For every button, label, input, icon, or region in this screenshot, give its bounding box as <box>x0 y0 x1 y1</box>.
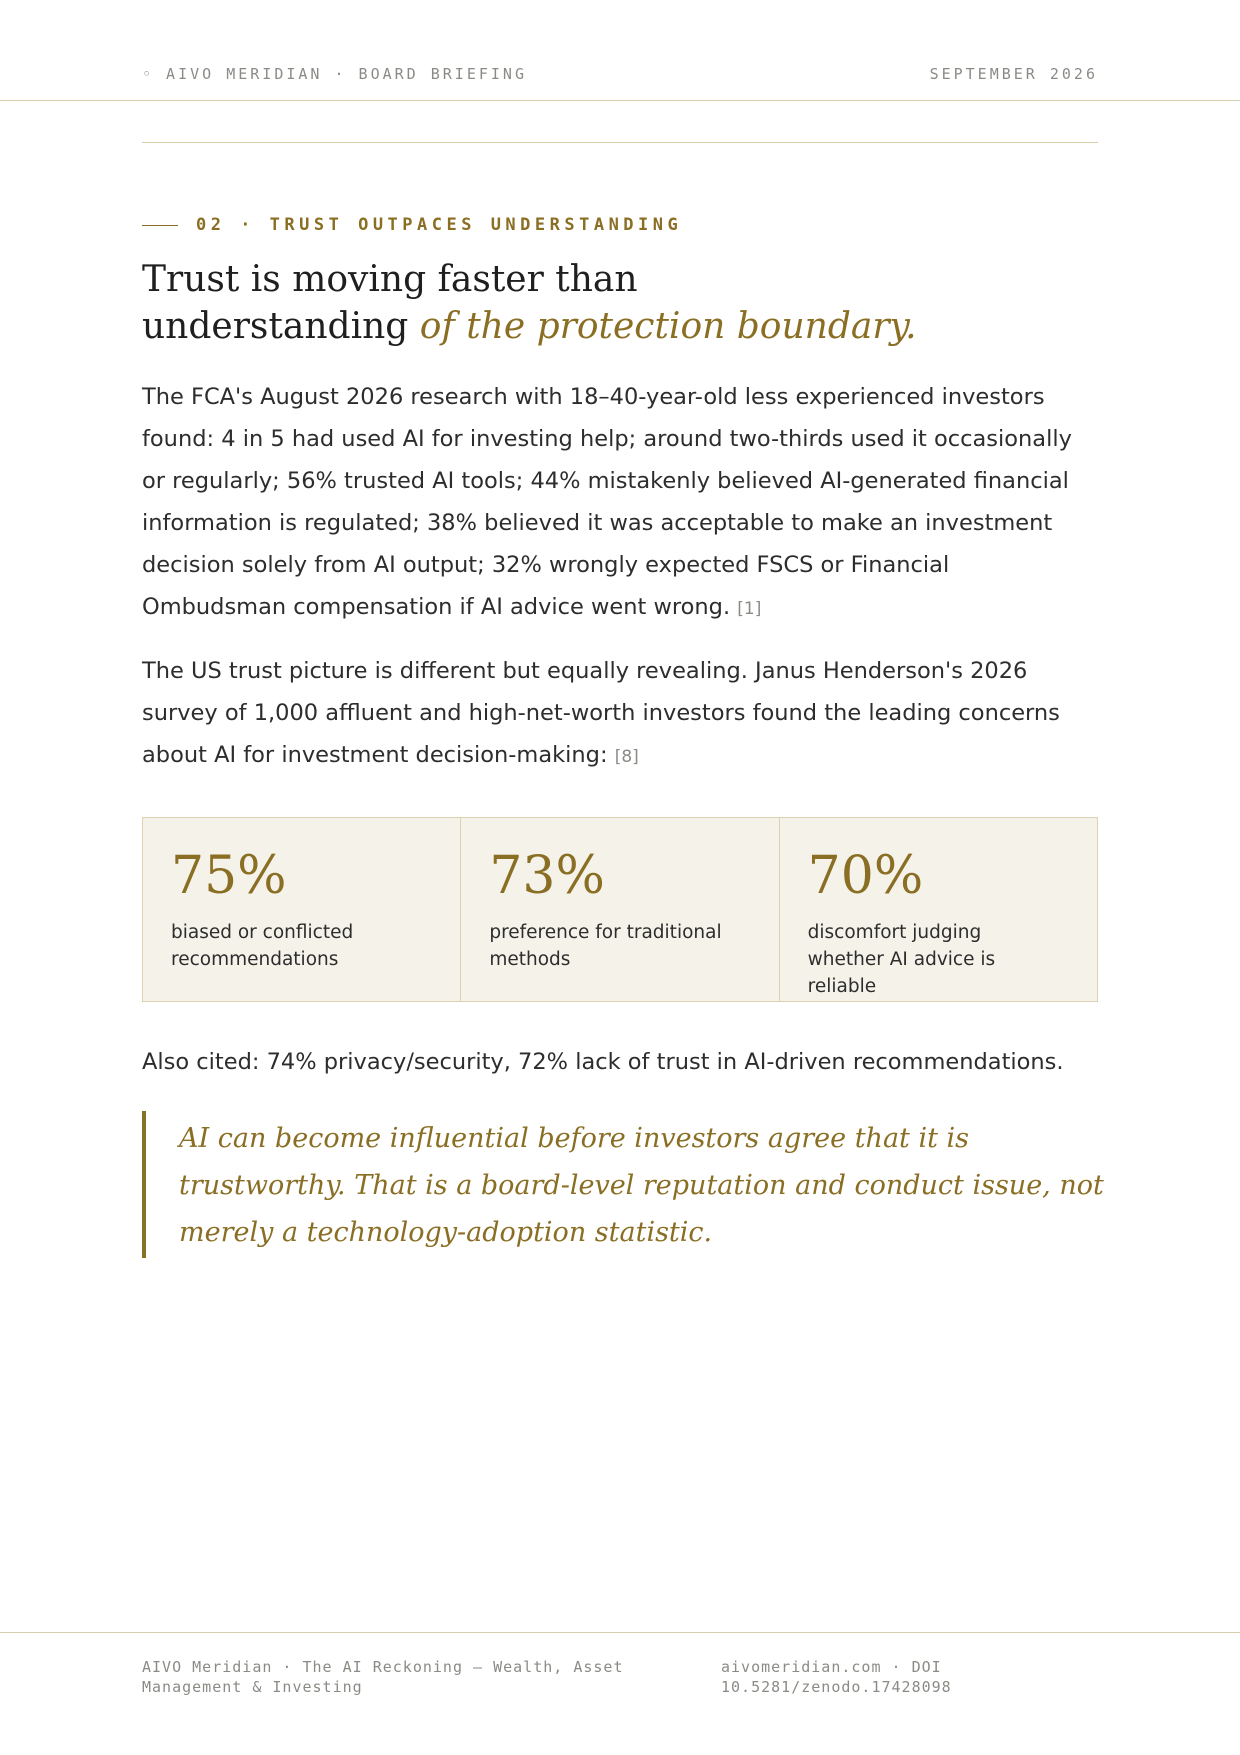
eyebrow-dash <box>142 225 178 226</box>
stat-value: 73% <box>489 846 605 906</box>
pull-quote-text: AI can become influential before investors agree that it is trustworthy. That is a board-level reputation and conduct issue, not merely a technology-adoption statistic. <box>179 1123 1104 1248</box>
body-paragraph-1 <box>142 376 1098 630</box>
page-header <box>0 0 1240 101</box>
section-eyebrow <box>142 214 682 236</box>
header-brand: ◦ AIVO MERIDIAN · BOARD BRIEFING <box>142 65 527 83</box>
para1-text: The FCA's August 2026 research with 18–40-year-old less experienced investors found: 4 in 5 had used AI for investing help; around two-thirds used it occasionally or regularly; 56% trusted AI tools; 44% mistakenly believed AI-generated financial information is regulated; 38% believed it was acceptable to make an investment decision solely from AI output; 32% wrongly expected FSCS or Financial Ombudsman compensation if AI advice went wrong. <box>142 384 1072 620</box>
citation-1[interactable]: [1] <box>737 599 762 619</box>
pull-quote <box>142 1111 1104 1258</box>
footer-right: aivomeridian.com · DOI 10.5281/zenodo.17428098 <box>721 1658 952 1696</box>
section-headline <box>142 256 1098 350</box>
stat-card <box>143 818 461 1001</box>
para2-text: The US trust picture is different but equally revealing. Janus Henderson's 2026 survey of 1,000 affluent and high-net-worth investors found the leading concerns about AI for investment decision-making: <box>142 658 1060 768</box>
body-paragraph-2 <box>142 650 1098 778</box>
stats-panel <box>142 817 1098 1002</box>
also-cited-text: Also cited: 74% privacy/security, 72% lack of trust in AI-driven recommendations. <box>142 1049 1064 1075</box>
headline-line1: Trust is moving faster than <box>142 259 638 300</box>
eyebrow-label: 02 · TRUST OUTPACES UNDERSTANDING <box>196 215 683 235</box>
stat-description: preference for traditional methods <box>489 922 722 970</box>
footer-left: AIVO Meridian · The AI Reckoning — Wealth, Asset Management & Investing <box>142 1658 624 1696</box>
stat-card <box>780 818 1097 1001</box>
stat-description: discomfort judging whether AI advice is reliable <box>807 922 996 997</box>
top-divider <box>142 142 1098 143</box>
header-date: SEPTEMBER 2026 <box>929 65 1098 83</box>
stat-value: 70% <box>807 846 924 906</box>
headline-accent: of the protection boundary. <box>419 306 917 347</box>
page-footer <box>0 1632 1240 1755</box>
citation-8[interactable]: [8] <box>614 747 639 767</box>
headline-line2: understanding <box>142 306 420 347</box>
stat-value: 75% <box>171 846 287 906</box>
stat-description: biased or conflicted recommendations <box>171 922 354 970</box>
stat-card <box>461 818 779 1001</box>
